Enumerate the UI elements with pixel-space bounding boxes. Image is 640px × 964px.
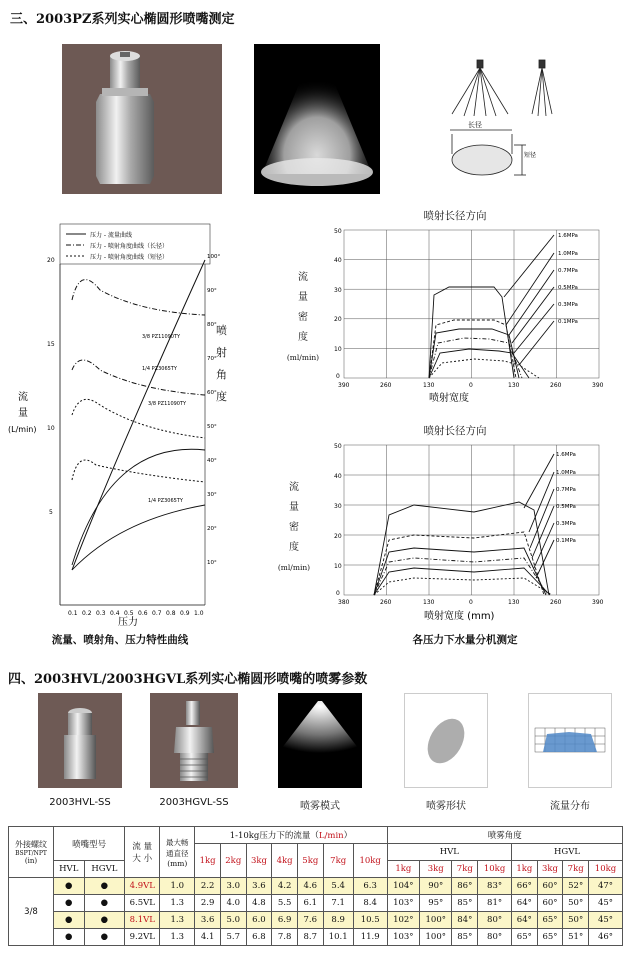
r2-y-30: 30 xyxy=(334,503,342,510)
table-cell: ● xyxy=(54,878,85,895)
table-cell: 2.2 xyxy=(195,878,221,895)
table-cell: 6.9 xyxy=(272,912,298,929)
section4-title: 四、2003HVL/2003HGVL系列实心椭圆形喷嘴的喷雾参数 xyxy=(8,672,368,687)
table-cell: 65° xyxy=(512,929,538,946)
left-x-5: 0.5 xyxy=(124,610,134,617)
spray-shape-image xyxy=(404,693,488,788)
curve-label-0: 3/8 PZ11090TY xyxy=(142,334,181,340)
r1-p4: 0.3MPa xyxy=(558,302,578,308)
r1-xlabel: 喷射宽度 xyxy=(429,393,469,404)
th-model-hvl: HVL xyxy=(54,861,85,878)
table-cell: 84° xyxy=(452,912,478,929)
left-chart-caption: 流量、喷射角、压力特性曲线 xyxy=(51,634,189,646)
flow-distribution-image xyxy=(528,693,612,788)
table-cell: 6.3 xyxy=(353,878,387,895)
left-ylabel-left-1: 流 xyxy=(18,392,28,403)
th-thread: 外接螺纹 BSPT/NPT (in) xyxy=(9,827,54,878)
r1-p0: 1.6MPa xyxy=(558,233,578,239)
right-chart2-caption: 各压力下水量分机测定 xyxy=(412,634,518,646)
r1-x-6: 390 xyxy=(592,382,604,389)
r2-y-0: 0 xyxy=(336,590,340,597)
r2-p5: 0.1MPa xyxy=(556,538,576,544)
table-cell: ● xyxy=(84,912,125,929)
left-yr-3: 70° xyxy=(207,356,217,362)
curve-label-2: 3/8 PZ11090TY xyxy=(148,401,187,407)
table-cell: 4.0 xyxy=(220,895,246,912)
th-kg-7: 7kg xyxy=(323,844,353,878)
table-cell: 66° xyxy=(512,878,538,895)
th-hgvl-10kg: 10kg xyxy=(589,861,623,878)
left-x-4: 0.4 xyxy=(110,610,120,617)
r2-p0: 1.6MPa xyxy=(556,452,576,458)
table-cell: 103° xyxy=(387,929,419,946)
table-cell: ● xyxy=(54,929,85,946)
th-flow-range: 1-10kg压力下的流量（L/min） xyxy=(195,827,387,844)
r1-y-0: 0 xyxy=(336,373,340,380)
r2-y-10: 10 xyxy=(334,563,342,570)
left-yl-10: 10 xyxy=(47,425,55,432)
th-hgvl-1kg: 1kg xyxy=(512,861,538,878)
th-flow-size: 流 量 大 小 xyxy=(125,827,160,878)
left-yr-6: 40° xyxy=(207,458,217,464)
r1-y-50: 50 xyxy=(334,228,342,235)
table-cell: 47° xyxy=(589,878,623,895)
caption-spray-mode: 喷雾模式 xyxy=(300,801,340,812)
r2-p1: 1.0MPa xyxy=(556,470,576,476)
table-cell: 85° xyxy=(452,929,478,946)
r2-x-1: 260 xyxy=(380,599,392,606)
right-chart1-title: 喷射长径方向 xyxy=(423,210,487,222)
r1-y-40: 40 xyxy=(334,257,342,264)
table-cell: 11.9 xyxy=(353,929,387,946)
left-x-10: 1.0 xyxy=(194,610,204,617)
flow-curve-2 xyxy=(72,449,205,565)
left-xlabel: 压力 xyxy=(118,617,138,628)
table-cell: 7.6 xyxy=(297,912,323,929)
r2-p4: 0.3MPa xyxy=(556,521,576,527)
table-cell: 8.9 xyxy=(323,912,353,929)
table-cell: 3.0 xyxy=(220,878,246,895)
distribution-chart-1 xyxy=(334,225,604,425)
table-cell: 60° xyxy=(537,895,563,912)
th-kg-10: 10kg xyxy=(353,844,387,878)
table-cell: 103° xyxy=(387,895,419,912)
r1-x-3: 0 xyxy=(469,382,473,389)
table-cell: 1.3 xyxy=(160,929,195,946)
th-hgvl-7kg: 7kg xyxy=(563,861,589,878)
caption-spray-shape: 喷雾形状 xyxy=(426,801,466,812)
table-cell: 85° xyxy=(452,895,478,912)
th-kg-3: 3kg xyxy=(246,844,272,878)
spray-parameter-table xyxy=(8,826,623,946)
left-yl-5: 5 xyxy=(49,509,53,516)
table-cell: 100° xyxy=(420,929,452,946)
th-hvl-3kg: 3kg xyxy=(420,861,452,878)
table-cell: 3.6 xyxy=(195,912,221,929)
table-cell: 6.8 xyxy=(246,929,272,946)
r2-x-6: 390 xyxy=(592,599,604,606)
table-row xyxy=(9,912,623,929)
left-x-7: 0.7 xyxy=(152,610,162,617)
table-cell: 83° xyxy=(478,878,512,895)
r1-x-0: 390 xyxy=(338,382,350,389)
table-cell: 64° xyxy=(512,912,538,929)
left-yr-7: 30° xyxy=(207,492,217,498)
table-cell: 3.6 xyxy=(246,878,272,895)
r1-p5: 0.1MPa xyxy=(558,319,578,325)
table-cell: 65° xyxy=(537,929,563,946)
table-cell: ● xyxy=(54,895,85,912)
left-yr-4: 60° xyxy=(207,390,217,396)
r2-x-4: 130 xyxy=(508,599,520,606)
table-cell: 50° xyxy=(563,912,589,929)
r1-p1: 1.0MPa xyxy=(558,251,578,257)
th-model-hgvl: HGVL xyxy=(84,861,125,878)
table-cell: 4.9VL xyxy=(125,878,160,895)
table-cell: 4.8 xyxy=(246,895,272,912)
r1-x-1: 260 xyxy=(380,382,392,389)
table-cell: ● xyxy=(84,929,125,946)
r1-y-20: 20 xyxy=(334,316,342,323)
left-yr-8: 20° xyxy=(207,526,217,532)
left-yr-2: 80° xyxy=(207,322,217,328)
r1-x-4: 130 xyxy=(508,382,520,389)
caption-hvl: 2003HVL-SS xyxy=(49,797,111,808)
r2-y-20: 20 xyxy=(334,533,342,540)
th-hvl-1kg: 1kg xyxy=(387,861,419,878)
r1-x-5: 260 xyxy=(550,382,562,389)
table-cell: 5.4 xyxy=(323,878,353,895)
table-cell: 4.1 xyxy=(195,929,221,946)
angle-curve-1 xyxy=(72,280,205,315)
table-cell: 64° xyxy=(512,895,538,912)
table-cell: 6.1 xyxy=(297,895,323,912)
spray-cone-photo xyxy=(254,44,380,194)
r1-p2: 0.7MPa xyxy=(558,268,578,274)
th-kg-1: 1kg xyxy=(195,844,221,878)
th-hvl-10kg: 10kg xyxy=(478,861,512,878)
th-kg-2: 2kg xyxy=(220,844,246,878)
diagram-long-label: 长径 xyxy=(468,121,482,129)
table-cell: 95° xyxy=(420,895,452,912)
table-cell: 6.5VL xyxy=(125,895,160,912)
th-hvl-7kg: 7kg xyxy=(452,861,478,878)
th-diameter: 最大畅 通直径 (mm) xyxy=(160,827,195,878)
table-cell: 50° xyxy=(563,895,589,912)
table-cell: 81° xyxy=(478,895,512,912)
left-x-2: 0.2 xyxy=(82,610,92,617)
r2-x-3: 0 xyxy=(469,599,473,606)
table-cell: 1.3 xyxy=(160,895,195,912)
r2-xlabel: 喷射宽度 (mm) xyxy=(424,611,495,622)
thread-size: 3/8 xyxy=(9,878,54,946)
flow-curve-1 xyxy=(72,260,205,570)
table-row xyxy=(9,895,623,912)
left-x-9: 0.9 xyxy=(180,610,190,617)
caption-hgvl: 2003HGVL-SS xyxy=(159,797,229,808)
diagram-short-label: 短径 xyxy=(524,152,537,159)
r2-y-40: 40 xyxy=(334,473,342,480)
left-legend-1: 压力 - 喷射角度曲线（长径） xyxy=(90,243,168,250)
table-cell: 1.0 xyxy=(160,878,195,895)
th-model: 喷嘴型号 xyxy=(54,827,125,861)
th-angle: 喷雾角度 xyxy=(387,827,622,844)
left-legend-2: 压力 - 喷射角度曲线（短径） xyxy=(90,254,168,261)
th-kg-5: 5kg xyxy=(297,844,323,878)
r2-y-50: 50 xyxy=(334,443,342,450)
r2-ylabel: 流 量 密 度 (ml/min) xyxy=(277,482,311,572)
table-cell: 86° xyxy=(452,878,478,895)
table-cell: 7.8 xyxy=(272,929,298,946)
table-cell: ● xyxy=(54,912,85,929)
flow-angle-pressure-chart xyxy=(0,220,230,640)
table-cell: 6.0 xyxy=(246,912,272,929)
left-ylabel-left-unit: (L/min) xyxy=(8,425,37,434)
right-chart2-title: 喷射长径方向 xyxy=(423,425,487,437)
left-x-3: 0.3 xyxy=(96,610,106,617)
hvl-photo xyxy=(38,693,122,788)
left-legend-0: 压力 - 流量曲线 xyxy=(90,232,132,239)
table-cell: 10.1 xyxy=(323,929,353,946)
table-row xyxy=(9,878,623,895)
r2-x-5: 260 xyxy=(550,599,562,606)
r1-p3: 0.5MPa xyxy=(558,285,578,291)
table-cell: 8.7 xyxy=(297,929,323,946)
left-x-8: 0.8 xyxy=(166,610,176,617)
left-x-1: 0.1 xyxy=(68,610,78,617)
table-cell: 4.2 xyxy=(272,878,298,895)
left-yr-0: 100° xyxy=(207,254,221,260)
curve-label-3: 1/4 PZ3065TY xyxy=(148,498,183,504)
left-x-6: 0.6 xyxy=(138,610,148,617)
distribution-chart-2 xyxy=(334,440,604,625)
section3-title: 三、2003PZ系列实心椭圆形喷嘴测定 xyxy=(10,12,235,27)
table-cell: 46° xyxy=(589,929,623,946)
table-cell: ● xyxy=(84,895,125,912)
table-cell: 100° xyxy=(420,912,452,929)
table-cell: 80° xyxy=(478,912,512,929)
curve-label-1: 1/4 PZ3065TY xyxy=(142,366,177,372)
table-row xyxy=(9,929,623,946)
table-cell: ● xyxy=(84,878,125,895)
left-yl-15: 15 xyxy=(47,341,55,348)
r2-p2: 0.7MPa xyxy=(556,487,576,493)
table-cell: 10.5 xyxy=(353,912,387,929)
left-yl-20: 20 xyxy=(47,257,55,264)
table-cell: 1.3 xyxy=(160,912,195,929)
left-yr-9: 10° xyxy=(207,560,217,566)
r1-x-2: 130 xyxy=(423,382,435,389)
table-cell: 104° xyxy=(387,878,419,895)
table-cell: 80° xyxy=(478,929,512,946)
table-cell: 2.9 xyxy=(195,895,221,912)
table-cell: 45° xyxy=(589,895,623,912)
caption-flow-distribution: 流量分布 xyxy=(550,801,590,812)
r1-y-10: 10 xyxy=(334,346,342,353)
spray-mode-photo xyxy=(278,693,362,788)
table-cell: 5.0 xyxy=(220,912,246,929)
table-cell: 8.1VL xyxy=(125,912,160,929)
th-hgvl-3kg: 3kg xyxy=(537,861,563,878)
left-ylabel-right: 喷 射 角 度 xyxy=(216,324,227,403)
hgvl-photo xyxy=(150,693,238,788)
table-cell: 7.1 xyxy=(323,895,353,912)
table-cell: 5.7 xyxy=(220,929,246,946)
th-angle-hvl: HVL xyxy=(387,844,511,861)
nozzle-photo xyxy=(62,44,222,194)
th-angle-hgvl: HGVL xyxy=(512,844,623,861)
left-yr-5: 50° xyxy=(207,424,217,430)
table-cell: 90° xyxy=(420,878,452,895)
r1-y-30: 30 xyxy=(334,287,342,294)
spray-pattern-diagram xyxy=(440,54,580,194)
th-kg-4: 4kg xyxy=(272,844,298,878)
table-cell: 5.5 xyxy=(272,895,298,912)
table-cell: 102° xyxy=(387,912,419,929)
left-ylabel-left-2: 量 xyxy=(18,408,28,419)
table-cell: 45° xyxy=(589,912,623,929)
r1-ylabel: 流 量 密 度 (ml/min) xyxy=(286,272,320,362)
table-cell: 8.4 xyxy=(353,895,387,912)
table-cell: 9.2VL xyxy=(125,929,160,946)
r2-x-0: 380 xyxy=(338,599,350,606)
r2-x-2: 130 xyxy=(423,599,435,606)
table-cell: 60° xyxy=(537,878,563,895)
angle-curve-2 xyxy=(72,360,205,395)
left-yr-1: 90° xyxy=(207,288,217,294)
table-cell: 52° xyxy=(563,878,589,895)
table-cell: 4.6 xyxy=(297,878,323,895)
table-cell: 65° xyxy=(537,912,563,929)
r2-p3: 0.5MPa xyxy=(556,504,576,510)
table-cell: 51° xyxy=(563,929,589,946)
